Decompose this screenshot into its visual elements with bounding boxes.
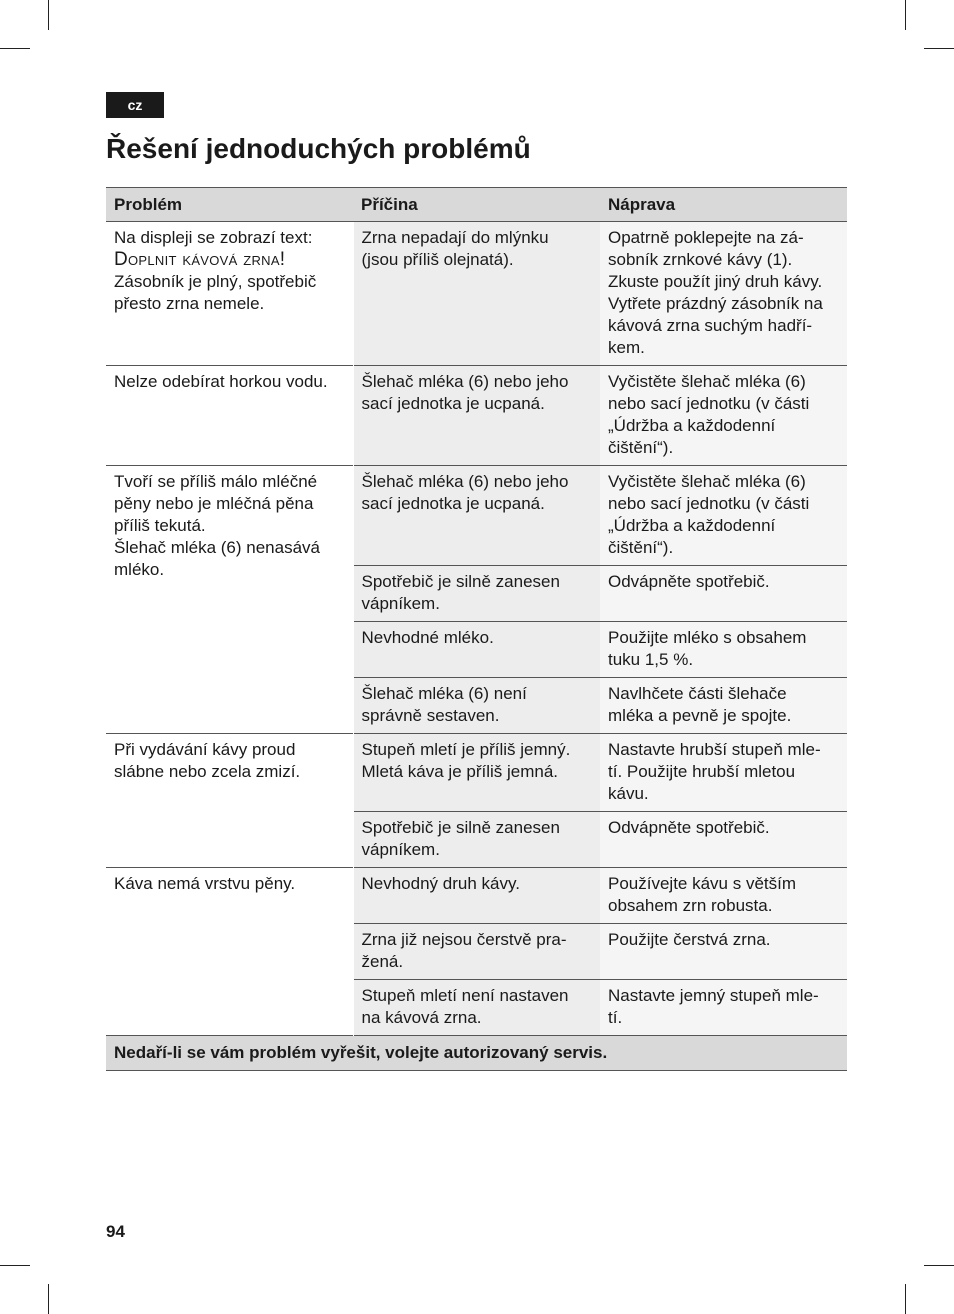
remedy-line: Použijte čerstvá zrna. bbox=[608, 930, 771, 949]
crop-mark bbox=[48, 1284, 49, 1314]
cause-cell bbox=[353, 980, 600, 1036]
table-row bbox=[106, 366, 847, 466]
problem-cell bbox=[106, 734, 353, 868]
cause-line: Nevhodné mléko. bbox=[361, 628, 494, 647]
cause-cell bbox=[353, 734, 600, 812]
cause-line: Stupeň mletí není nastaven bbox=[361, 986, 569, 1005]
remedy-line: tuku 1,5 %. bbox=[608, 650, 694, 669]
remedy-line: Opatrně poklepejte na zá- bbox=[608, 228, 804, 247]
cause-line: vápníkem. bbox=[361, 840, 440, 859]
cause-line: Nevhodný druh kávy. bbox=[361, 874, 520, 893]
cause-line: sací jednotka je ucpaná. bbox=[361, 394, 545, 413]
crop-mark bbox=[924, 1265, 954, 1266]
remedy-cell bbox=[600, 980, 847, 1036]
cause-cell bbox=[353, 222, 600, 366]
remedy-line: mléka a pevně je spojte. bbox=[608, 706, 792, 725]
cause-line: Zrna již nejsou čerstvě pra- bbox=[361, 930, 567, 949]
cause-line: vápníkem. bbox=[361, 594, 440, 613]
problem-line: Tvoří se příliš málo mléčné bbox=[114, 472, 318, 491]
remedy-line: tí. Použijte hrubší mletou bbox=[608, 762, 796, 781]
remedy-line: Vyčistěte šlehač mléka (6) bbox=[608, 372, 806, 391]
remedy-cell bbox=[600, 924, 847, 980]
cause-cell bbox=[353, 366, 600, 466]
remedy-line: Navlhčete části šlehače bbox=[608, 684, 787, 703]
crop-mark bbox=[48, 0, 49, 30]
remedy-line: Použijte mléko s obsahem bbox=[608, 628, 807, 647]
remedy-line: „Údržba a každodenní bbox=[608, 516, 776, 535]
remedy-line: Vytřete prázdný zásobník na bbox=[608, 294, 823, 313]
problem-cell bbox=[106, 868, 353, 1036]
cause-cell bbox=[353, 678, 600, 734]
remedy-cell bbox=[600, 466, 847, 566]
problem-cell bbox=[106, 222, 353, 366]
cause-line: na kávová zrna. bbox=[361, 1008, 482, 1027]
table-header-row bbox=[106, 188, 847, 222]
problem-line: Při vydávání kávy proud bbox=[114, 740, 296, 759]
remedy-line: Používejte kávu s větším bbox=[608, 874, 797, 893]
remedy-line: nebo sací jednotku (v části bbox=[608, 394, 810, 413]
remedy-cell bbox=[600, 222, 847, 366]
cause-cell bbox=[353, 812, 600, 868]
cause-cell bbox=[353, 924, 600, 980]
problem-cell bbox=[106, 366, 353, 466]
page-number: 94 bbox=[106, 1222, 125, 1241]
cause-line: Šlehač mléka (6) nebo jeho bbox=[361, 372, 569, 391]
table-row bbox=[106, 868, 847, 924]
cause-cell bbox=[353, 868, 600, 924]
service-note: Nedaří-li se vám problém vyřešit, volejte autorizovaný servis. bbox=[106, 1036, 847, 1071]
cause-line: Spotřebič je silně zanesen bbox=[361, 572, 560, 591]
problem-line: Káva nemá vrstvu pěny. bbox=[114, 874, 296, 893]
cause-line: Spotřebič je silně zanesen bbox=[361, 818, 560, 837]
problem-line: Na displeji se zobrazí text: bbox=[114, 228, 313, 247]
table-row bbox=[106, 466, 847, 566]
cause-line: Stupeň mletí je příliš jemný. bbox=[361, 740, 571, 759]
remedy-line: „Údržba a každodenní bbox=[608, 416, 776, 435]
remedy-line: čištění“). bbox=[608, 538, 674, 557]
problem-line: přesto zrna nemele. bbox=[114, 294, 265, 313]
cause-cell bbox=[353, 566, 600, 622]
problem-cell bbox=[106, 466, 353, 734]
troubleshooting-table bbox=[106, 187, 847, 1071]
problem-line: Šlehač mléka (6) nenasává bbox=[114, 538, 321, 557]
problem-line: Nelze odebírat horkou vodu. bbox=[114, 372, 328, 391]
remedy-line: nebo sací jednotku (v části bbox=[608, 494, 810, 513]
crop-mark bbox=[0, 1265, 30, 1266]
remedy-cell bbox=[600, 622, 847, 678]
table-footer-row bbox=[106, 1036, 847, 1071]
remedy-cell bbox=[600, 812, 847, 868]
remedy-line: sobník zrnkové kávy (1). bbox=[608, 250, 793, 269]
remedy-cell bbox=[600, 566, 847, 622]
remedy-line: kávová zrna suchým hadří- bbox=[608, 316, 813, 335]
remedy-line: Vyčistěte šlehač mléka (6) bbox=[608, 472, 806, 491]
remedy-line: kávu. bbox=[608, 784, 649, 803]
problem-line: mléko. bbox=[114, 560, 165, 579]
column-header-cause: Příčina bbox=[353, 188, 600, 222]
remedy-line: tí. bbox=[608, 1008, 623, 1027]
remedy-line: Nastavte jemný stupeň mle- bbox=[608, 986, 819, 1005]
remedy-cell bbox=[600, 678, 847, 734]
remedy-cell bbox=[600, 734, 847, 812]
remedy-line: čištění“). bbox=[608, 438, 674, 457]
crop-mark bbox=[924, 48, 954, 49]
problem-line: Zásobník je plný, spotřebič bbox=[114, 272, 317, 291]
table-row bbox=[106, 734, 847, 812]
cause-line: správně sestaven. bbox=[361, 706, 500, 725]
cause-line: (jsou příliš olejnatá). bbox=[361, 250, 514, 269]
problem-line: pěny nebo je mléčná pěna bbox=[114, 494, 314, 513]
crop-mark bbox=[905, 1284, 906, 1314]
problem-line: příliš tekutá. bbox=[114, 516, 206, 535]
cause-cell bbox=[353, 466, 600, 566]
page-title: Řešení jednoduchých problémů bbox=[106, 133, 531, 164]
column-header-problem: Problém bbox=[106, 188, 353, 222]
remedy-line: Zkuste použít jiný druh kávy. bbox=[608, 272, 823, 291]
remedy-line: Odvápněte spotřebič. bbox=[608, 818, 770, 837]
table-row bbox=[106, 222, 847, 366]
remedy-line: Nastavte hrubší stupeň mle- bbox=[608, 740, 821, 759]
cause-line: sací jednotka je ucpaná. bbox=[361, 494, 545, 513]
language-tab: cz bbox=[106, 92, 164, 118]
crop-mark bbox=[0, 48, 30, 49]
column-header-remedy: Náprava bbox=[600, 188, 847, 222]
remedy-cell bbox=[600, 868, 847, 924]
remedy-line: obsahem zrn robusta. bbox=[608, 896, 773, 915]
cause-cell bbox=[353, 622, 600, 678]
crop-mark bbox=[905, 0, 906, 30]
cause-line: žená. bbox=[361, 952, 404, 971]
problem-line: slábne nebo zcela zmizí. bbox=[114, 762, 301, 781]
cause-line: Šlehač mléka (6) není bbox=[361, 684, 527, 703]
cause-line: Šlehač mléka (6) nebo jeho bbox=[361, 472, 569, 491]
remedy-line: Odvápněte spotřebič. bbox=[608, 572, 770, 591]
cause-line: Zrna nepadají do mlýnku bbox=[361, 228, 549, 247]
remedy-cell bbox=[600, 366, 847, 466]
display-message: Doplnit kávová zrna! bbox=[114, 249, 286, 270]
cause-line: Mletá káva je příliš jemná. bbox=[361, 762, 559, 781]
remedy-line: kem. bbox=[608, 338, 645, 357]
